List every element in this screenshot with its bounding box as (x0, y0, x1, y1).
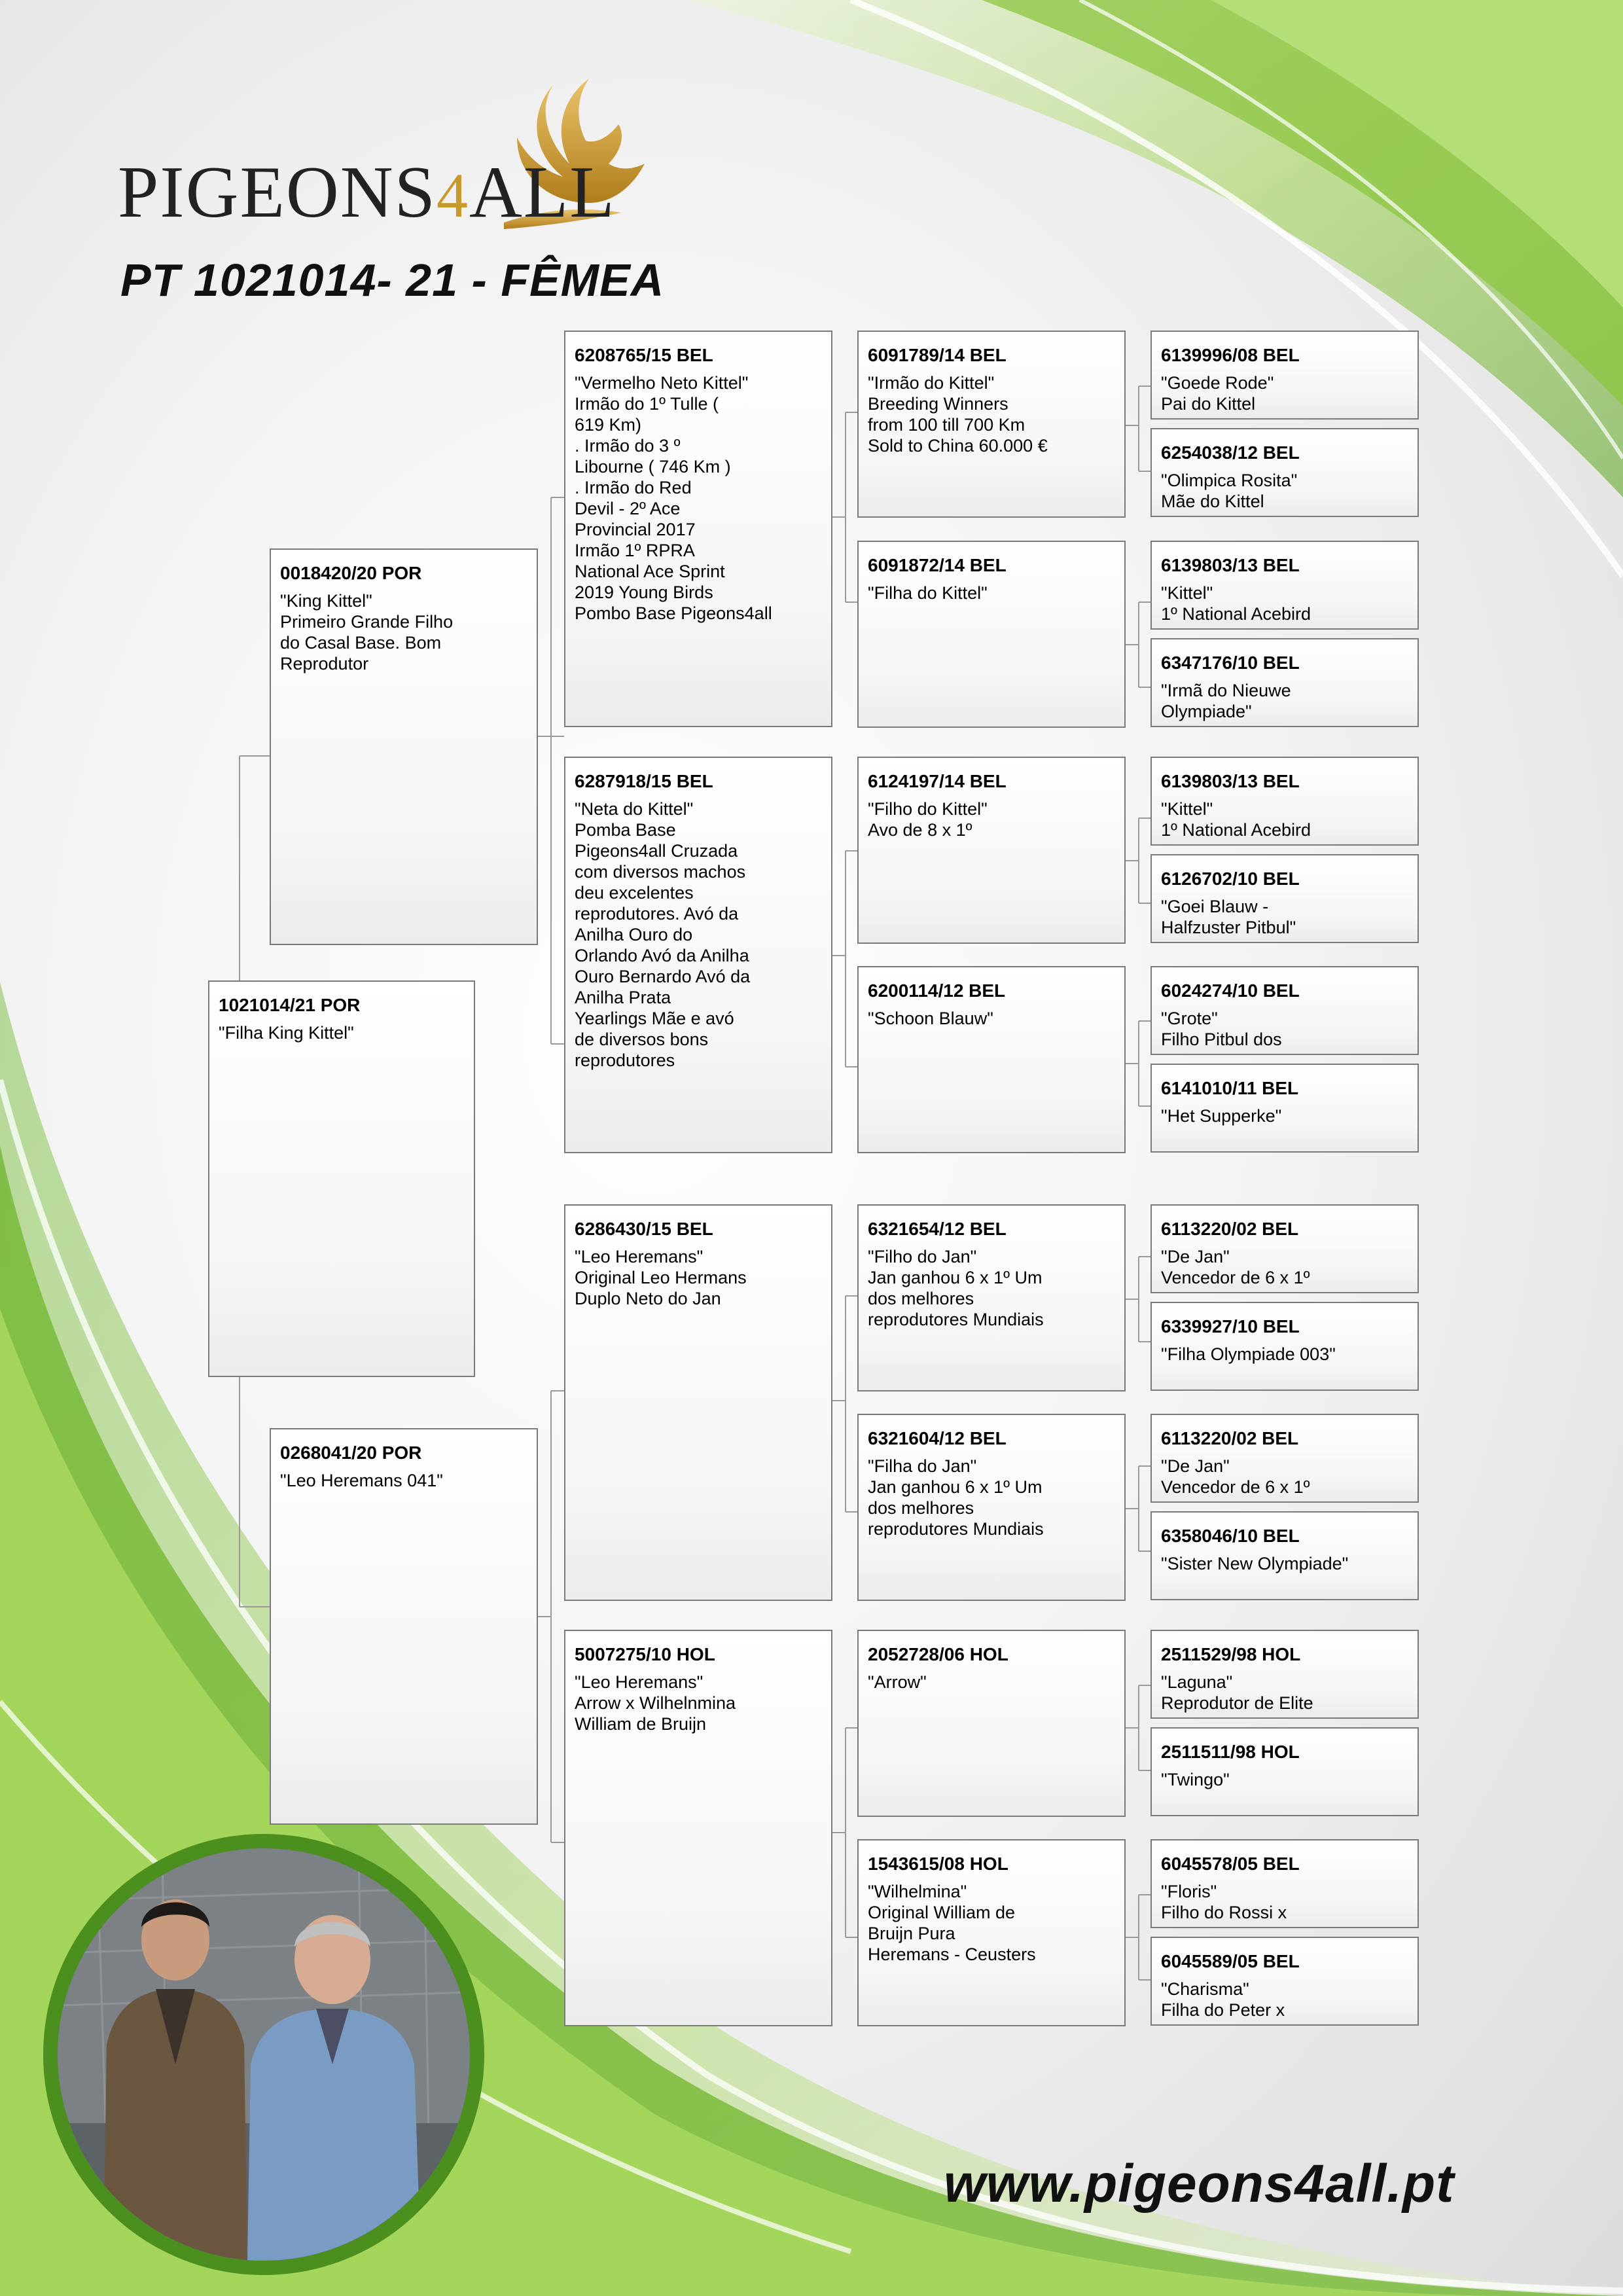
great-grandparent-card (857, 1414, 1126, 1601)
gg-grandparent-description: "Kittel" 1º National Acebird (1161, 799, 1311, 840)
great-grandparent-card (857, 541, 1126, 728)
great-grandparent-description: "Filha do Kittel" (868, 583, 988, 603)
great-grandparent-ring: 6200114/12 BEL (868, 980, 1006, 1001)
gg-grandparent-description: "De Jan" Vencedor de 6 x 1º (1161, 1247, 1310, 1287)
gg-grandparent-description: "Laguna" Reprodutor de Elite (1161, 1672, 1313, 1713)
website-link[interactable]: www.pigeons4all.pt (944, 2154, 1455, 2214)
great-grandparent-card (857, 1204, 1126, 1391)
grandparent-description: "Neta do Kittel" Pomba Base Pigeons4all Cruzada com diversos machos deu excelentes reprodutores. Avó da Anilha Ouro do Orlando Avó da Anilha Ouro Bernardo Avó da Anilha Prata Yearlings Mãe e avó de diversos bons reprodutores (575, 799, 751, 1070)
gg-grandparent-description: "Goede Rode" Pai do Kittel (1161, 373, 1274, 414)
gg-grandparent-card (1150, 1204, 1419, 1293)
gg-grandparent-description: "Irmã do Nieuwe Olympiade" (1161, 681, 1291, 721)
sire-card (270, 548, 538, 945)
grandparent-card (564, 1204, 832, 1601)
gg-grandparent-description: "Grote" Filho Pitbul dos (1161, 1009, 1282, 1049)
gg-grandparent-card (1150, 1064, 1419, 1153)
gg-grandparent-ring: 6126702/10 BEL (1161, 869, 1300, 889)
gg-grandparent-ring: 6254038/12 BEL (1161, 442, 1300, 463)
gg-grandparent-ring: 6113220/02 BEL (1161, 1219, 1299, 1239)
grandparent-description: "Leo Heremans" Arrow x Wilhelnmina William de Bruijn (575, 1672, 736, 1734)
gg-grandparent-ring: 2511529/98 HOL (1161, 1644, 1301, 1664)
logo-wordmark (118, 151, 616, 235)
great-grandparent-ring: 6091872/14 BEL (868, 555, 1007, 575)
grandparent-ring: 6286430/15 BEL (575, 1219, 713, 1239)
gg-grandparent-ring: 6339927/10 BEL (1161, 1316, 1300, 1336)
great-grandparent-description: "Filho do Jan" Jan ganhou 6 x 1º Um dos melhores reprodutores Mundiais (868, 1247, 1044, 1329)
gg-grandparent-description: "Charisma" Filha do Peter x (1161, 1979, 1285, 2020)
great-grandparent-description: "Schoon Blauw" (868, 1009, 993, 1028)
grandparent-ring: 6208765/15 BEL (575, 345, 713, 365)
dam-description: "Leo Heremans 041" (280, 1471, 443, 1490)
gg-grandparent-description: "De Jan" Vencedor de 6 x 1º (1161, 1456, 1310, 1497)
gg-grandparent-card (1150, 757, 1419, 846)
great-grandparent-ring: 6091789/14 BEL (868, 345, 1007, 365)
dam-card (270, 1428, 538, 1825)
great-grandparent-card (857, 1630, 1126, 1817)
gg-grandparent-ring: 2511511/98 HOL (1161, 1742, 1300, 1762)
subject-description: "Filha King Kittel" (219, 1023, 354, 1043)
grandparent-ring: 6287918/15 BEL (575, 771, 713, 791)
gg-grandparent-ring: 6358046/10 BEL (1161, 1526, 1300, 1546)
great-grandparent-card (857, 331, 1126, 518)
breeders-photo (43, 1834, 484, 2275)
great-grandparent-ring: 6124197/14 BEL (868, 771, 1007, 791)
grandparent-description: "Leo Heremans" Original Leo Hermans Duplo Neto do Jan (575, 1247, 747, 1308)
grandparent-ring: 5007275/10 HOL (575, 1644, 715, 1664)
great-grandparent-ring: 1543615/08 HOL (868, 1854, 1008, 1874)
gg-grandparent-ring: 6347176/10 BEL (1161, 653, 1300, 673)
gg-grandparent-description: "Filha Olympiade 003" (1161, 1344, 1336, 1364)
grandparent-card (564, 1630, 832, 2026)
gg-grandparent-description: "Sister New Olympiade" (1161, 1554, 1349, 1573)
grandparent-description: "Vermelho Neto Kittel" Irmão do 1º Tulle ( 619 Km) . Irmão do 3 º Libourne ( 746 Km ) . Irmão do Red Devil - 2º Ace Provincial 2017 Irmão 1º RPRA National Ace Sprint 2019 Young Birds Pombo Base Pigeons4all (575, 373, 772, 623)
breeders-photo-illustration (58, 1848, 470, 2261)
gg-grandparent-card (1150, 1630, 1419, 1719)
great-grandparent-ring: 6321604/12 BEL (868, 1428, 1007, 1448)
gg-grandparent-card (1150, 1414, 1419, 1503)
gg-grandparent-card (1150, 331, 1419, 420)
gg-grandparent-ring: 6139803/13 BEL (1161, 771, 1300, 791)
gg-grandparent-ring: 6045578/05 BEL (1161, 1854, 1300, 1874)
gg-grandparent-description: "Olimpica Rosita" Mãe do Kittel (1161, 471, 1298, 511)
great-grandparent-ring: 2052728/06 HOL (868, 1644, 1008, 1664)
gg-grandparent-card (1150, 1302, 1419, 1391)
brand-logo (118, 72, 654, 242)
gg-grandparent-card (1150, 1937, 1419, 2026)
page-title: PT 1021014- 21 - FÊMEA (120, 255, 665, 306)
great-grandparent-card (857, 1839, 1126, 2026)
gg-grandparent-card (1150, 854, 1419, 943)
gg-grandparent-ring: 6024274/10 BEL (1161, 980, 1300, 1001)
great-grandparent-description: "Irmão do Kittel" Breeding Winners from 100 till 700 Km Sold to China 60.000 € (868, 373, 1048, 456)
dam-ring: 0268041/20 POR (280, 1443, 422, 1463)
gg-grandparent-card (1150, 428, 1419, 517)
gg-grandparent-ring: 6113220/02 BEL (1161, 1428, 1299, 1448)
great-grandparent-card (857, 966, 1126, 1153)
logo-word-four: 4 (436, 160, 469, 230)
subject-ring: 1021014/21 POR (219, 995, 361, 1015)
great-grandparent-ring: 6321654/12 BEL (868, 1219, 1007, 1239)
gg-grandparent-card (1150, 638, 1419, 727)
logo-word-pigeons: PIGEONS (118, 152, 437, 233)
subject-card (208, 980, 475, 1377)
gg-grandparent-description: "Kittel" 1º National Acebird (1161, 583, 1311, 624)
gg-grandparent-card (1150, 1839, 1419, 1928)
great-grandparent-description: "Wilhelmina" Original William de Bruijn Pura Heremans - Ceusters (868, 1882, 1036, 1964)
gg-grandparent-ring: 6139996/08 BEL (1161, 345, 1300, 365)
grandparent-card (564, 331, 832, 727)
gg-grandparent-card (1150, 966, 1419, 1055)
gg-grandparent-description: "Floris" Filho do Rossi x (1161, 1882, 1287, 1922)
gg-grandparent-card (1150, 1727, 1419, 1816)
grandparent-card (564, 757, 832, 1153)
logo-word-all: ALL (469, 152, 616, 233)
gg-grandparent-description: "Twingo" (1161, 1770, 1230, 1789)
gg-grandparent-description: "Goei Blauw - Halfzuster Pitbul" (1161, 897, 1296, 937)
gg-grandparent-ring: 6045589/05 BEL (1161, 1951, 1300, 1971)
great-grandparent-description: "Arrow" (868, 1672, 927, 1692)
sire-description: "King Kittel" Primeiro Grande Filho do Casal Base. Bom Reprodutor (280, 591, 454, 673)
gg-grandparent-card (1150, 1511, 1419, 1600)
great-grandparent-description: "Filha do Jan" Jan ganhou 6 x 1º Um dos melhores reprodutores Mundiais (868, 1456, 1044, 1539)
great-grandparent-description: "Filho do Kittel" Avo de 8 x 1º (868, 799, 988, 840)
gg-grandparent-ring: 6141010/11 BEL (1161, 1078, 1299, 1098)
gg-grandparent-ring: 6139803/13 BEL (1161, 555, 1300, 575)
gg-grandparent-card (1150, 541, 1419, 630)
great-grandparent-card (857, 757, 1126, 944)
gg-grandparent-description: "Het Supperke" (1161, 1106, 1282, 1126)
sire-ring: 0018420/20 POR (280, 563, 422, 583)
